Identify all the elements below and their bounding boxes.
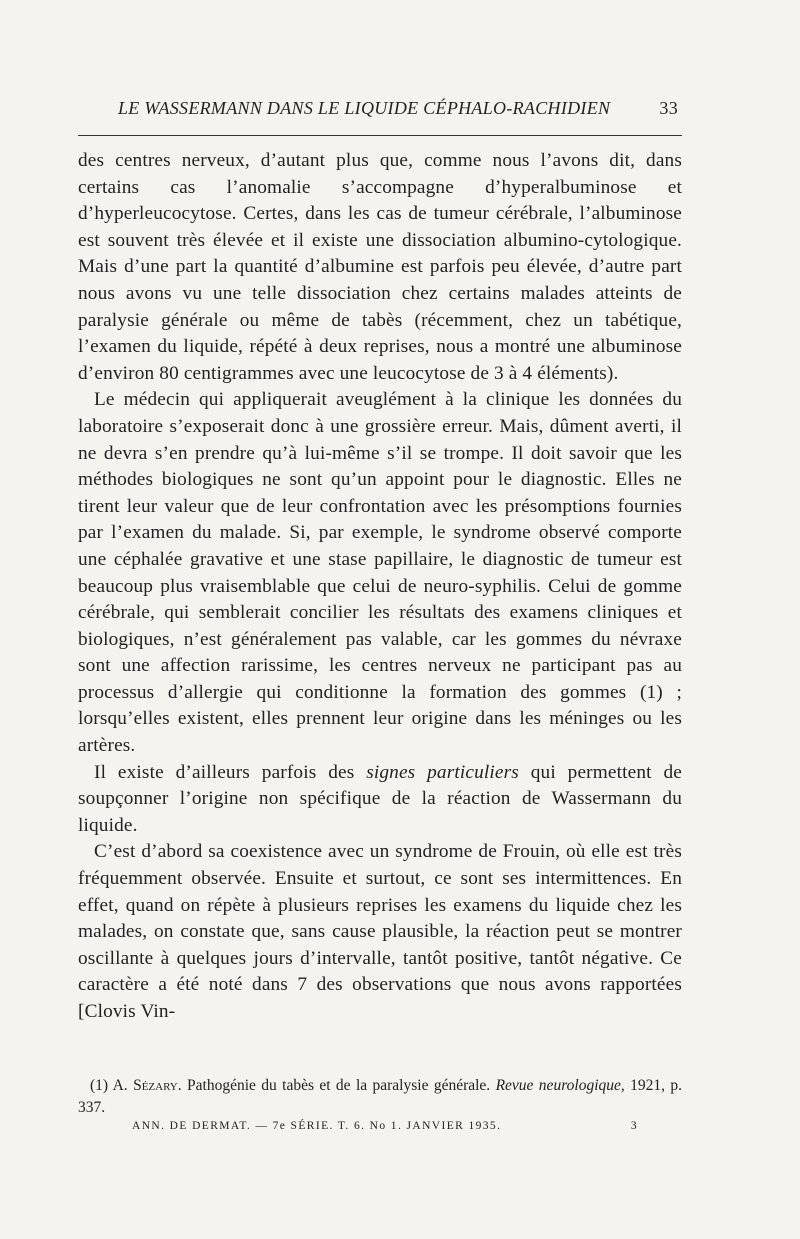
emphasis-signes-particuliers: signes particuliers xyxy=(366,761,519,783)
running-title: LE WASSERMANN DANS LE LIQUIDE CÉPHALO-RACHIDIEN xyxy=(118,98,611,118)
footnote-title: . Pathogénie du tabès et de la paralysie générale. xyxy=(177,1077,496,1094)
footnote-marker: (1) xyxy=(90,1077,109,1094)
paragraph-1: des centres nerveux, d’autant plus que, comme nous l’avons dit, dans certains cas l’anomalie s’accompagne d’hyperalbuminose et d’hyperleucocytose. Certes, dans les cas de tumeur cérébrale, l’albuminose est souvent très élevée et il existe une dissociation albumino-cytologique. Mais d’une part la quantité d’albumine est parfois peu élevée, d’autre part nous avons vu une telle dissociation chez certains malades atteints de paralysie générale ou même de tabès (récemment, chez un tabétique, l’examen du liquide, répété à deux reprises, nous a montré une albuminose d’environ 80 centigrammes avec une leucocytose de 3 à 4 éléments). xyxy=(78,150,682,384)
paragraph-3-end: qui permettent de soupçonner l’origine non spécifique de la réaction de Wassermann du liquide. xyxy=(78,761,682,836)
footnote xyxy=(78,1075,682,1119)
paragraph-4: C’est d’abord sa coexistence avec un syndrome de Frouin, où elle est très fréquemment observée. Ensuite et surtout, ce sont ses intermittences. En effet, quand on répète à plusieurs reprises les examens du liquide chez les malades, on constate que, sans cause plausible, la réaction peut se montrer oscillante à quelques jours d’intervalle, tantôt positive, tantôt négative. Ce caractère a été noté dans 7 des observations que nous avons rapportées [Clovis Vin- xyxy=(78,841,682,1022)
footnote-details: , 1921, p. 337. xyxy=(78,1077,683,1116)
page-number: 33 xyxy=(659,98,678,118)
footer-journal-line: ANN. DE DERMAT. — 7e SÉRIE. T. 6. No 1. JANVIER 1935. xyxy=(132,1120,502,1132)
paragraph-2: Le médecin qui appliquerait aveuglément à la clinique les données du laboratoire s’exposerait donc à une grossière erreur. Mais, dûment averti, il ne devra s’en prendre qu’à lui-même s’il se trompe. Il doit savoir que les méthodes biologiques ne sont qu’un appoint pour le diagnostic. Elles ne tirent leur valeur que de leur confrontation avec les présomptions fournies par l’examen du malade. Si, par exemple, le syndrome observé comporte une céphalée gravative et une stase papillaire, le diagnostic de tumeur est beaucoup plus vraisemblable que celui de neuro-syphilis. Celui de gomme cérébrale, qui semblerait concilier les résultats des examens cliniques et biologiques, n’est généralement pas valable, car les gommes du névraxe sont une affection rarissime, les centres nerveux ne participant pas au processus d’allergie qui conditionne la formation des gommes (1) ; lorsqu’elles existent, elles prennent leur origine dans les méninges ou les artères. xyxy=(78,389,682,757)
footnote-author: Sézary xyxy=(133,1077,178,1094)
footnote-journal: Revue neurologique xyxy=(495,1077,621,1094)
footer-sheet-number: 3 xyxy=(630,1120,638,1132)
paragraph-3-start: Il existe d’ailleurs parfois des xyxy=(94,761,367,783)
body-text xyxy=(78,148,682,1026)
paragraph-3 xyxy=(78,760,682,840)
header-rule xyxy=(78,135,682,136)
footnote-author-initial: A. xyxy=(112,1077,128,1094)
